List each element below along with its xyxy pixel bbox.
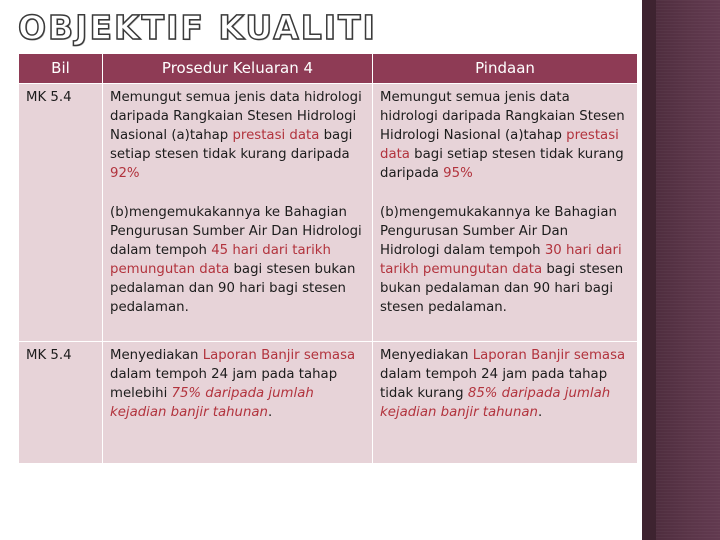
row1-bil: MK 5.4 — [19, 84, 103, 342]
row1-pindaan-para-b: (b)mengemukakannya ke Bahagian Pengurusan Sumber Air Dan Hidrologi dalam tempoh 30 hari dari tarikh pemungutan data bagi stesen bukan pedalaman dan 90 hari bagi stesen pedalaman. — [380, 205, 624, 315]
row2-bil: MK 5.4 — [19, 342, 103, 464]
row2-pindaan: Menyediakan Laporan Banjir semasa dalam tempoh 24 jam pada tahap tidak kurang 85% daripada jumlah kejadian banjir tahunan. — [373, 342, 638, 464]
row1-prosedur-para-b: (b)mengemukakannya ke Bahagian Pengurusan Sumber Air Dan Hidrologi dalam tempoh 45 hari dari tarikh pemungutan data bagi stesen bukan pedalaman dan 90 hari bagi stesen pedalaman. — [110, 205, 362, 315]
table-row — [19, 84, 638, 342]
row1-pindaan-para-a: Memungut semua jenis data hidrologi daripada Rangkaian Stesen Hidrologi Nasional (a)tahap prestasi data bagi setiap stesen tidak kurang daripada 95% — [380, 90, 625, 181]
header-bil: Bil — [19, 54, 103, 84]
table-row — [19, 342, 638, 464]
table-header-row — [19, 54, 638, 84]
row2-prosedur: Menyediakan Laporan Banjir semasa dalam tempoh 24 jam pada tahap melebihi 75% daripada jumlah kejadian banjir tahunan. — [103, 342, 373, 464]
row1-prosedur — [103, 84, 373, 342]
row1-pindaan — [373, 84, 638, 342]
header-pindaan: Pindaan — [373, 54, 638, 84]
quality-objectives-table — [18, 53, 638, 464]
sidebar-edge — [642, 0, 656, 540]
row1-prosedur-para-a: Memungut semua jenis data hidrologi daripada Rangkaian Stesen Hidrologi Nasional (a)tahap prestasi data bagi setiap stesen tidak kurang daripada 92% — [110, 90, 362, 181]
page-title: OBJEKTIF KUALITI — [18, 8, 377, 47]
header-prosedur: Prosedur Keluaran 4 — [103, 54, 373, 84]
